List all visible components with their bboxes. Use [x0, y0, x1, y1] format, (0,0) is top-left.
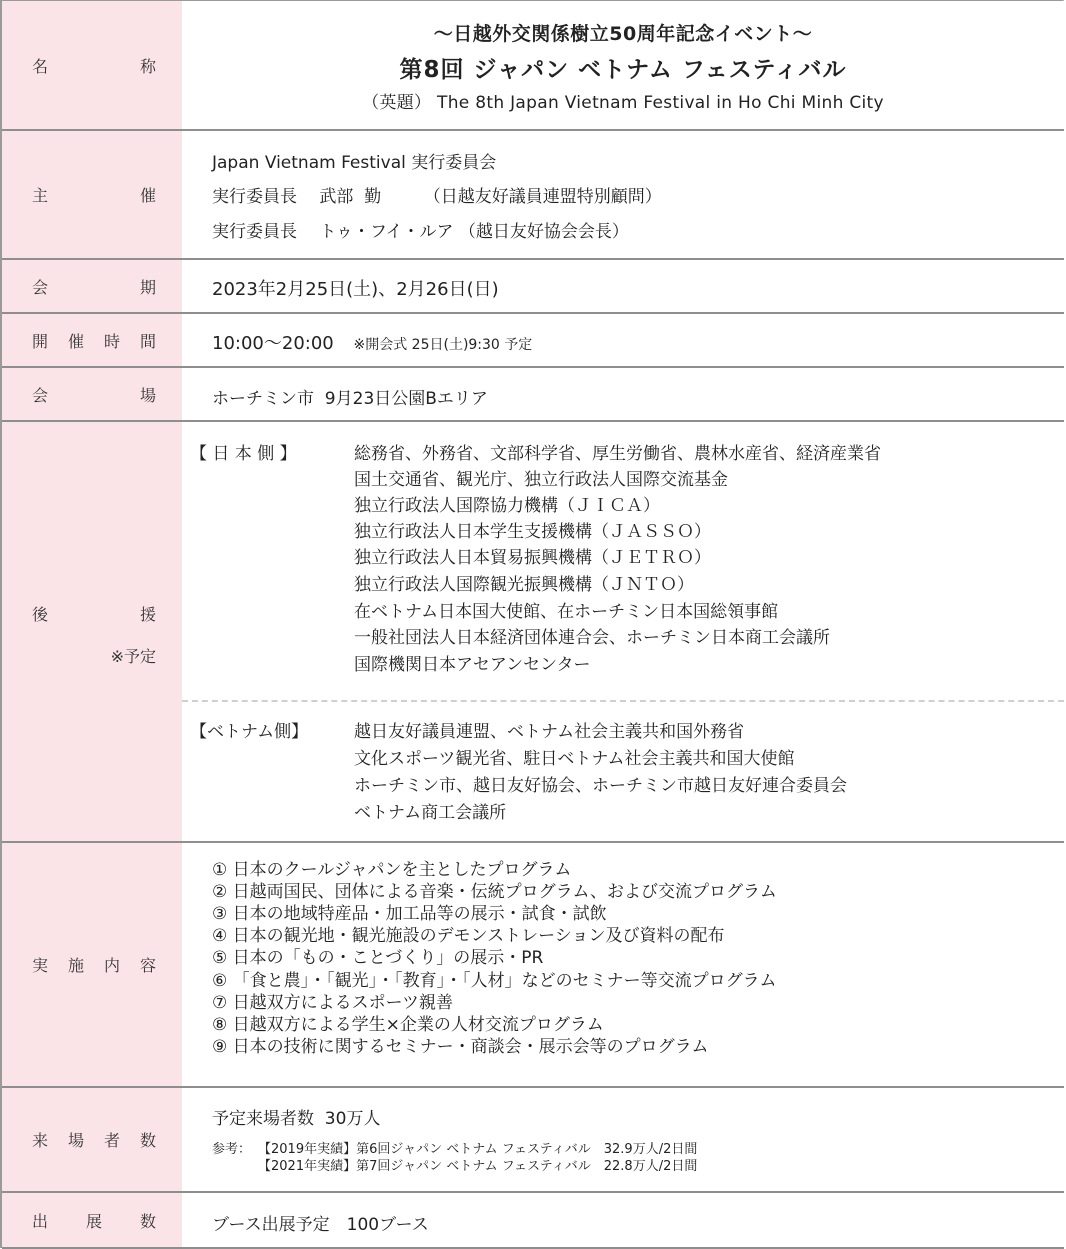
- list-item: 国土交通省、観光庁、独立行政法人国際交流基金: [354, 470, 728, 490]
- name-content: [182, 1, 1064, 129]
- label-booths: [2, 1193, 182, 1247]
- list-item: 在ベトナム日本国大使館、在ホーチミン日本国総領事館: [354, 602, 779, 622]
- label-char: 主: [32, 186, 49, 205]
- label-char: 場: [67, 1131, 84, 1150]
- reference-2019: 【2019年実績】第6回ジャパン ベトナム フェスティバル 32.9万人/2日間: [258, 1142, 698, 1157]
- label-program-content: [2, 843, 182, 1086]
- row-hours: [2, 314, 1064, 368]
- program-item: ② 日越両国民、団体による音楽・伝統プログラム、および交流プログラム: [212, 882, 777, 902]
- program-item: ⑧ 日越双方による学生×企業の人材交流プログラム: [212, 1015, 604, 1035]
- label-name: [2, 1, 182, 129]
- period-content: [182, 260, 1064, 312]
- program-content: [182, 843, 1064, 1086]
- label-char: 会: [32, 385, 49, 405]
- expected-visitors: 予定来場者数 30万人: [212, 1109, 381, 1129]
- label-char: 催: [139, 186, 156, 205]
- program-item: ④ 日本の観光地・観光施設のデモンストレーション及び資料の配布: [212, 926, 725, 946]
- event-title: 第8回 ジャパン ベトナム フェスティバル: [399, 57, 847, 83]
- program-item: ⑥ 「食と農」・「観光」・「教育」・「人材」などのセミナー等交流プログラム: [212, 971, 777, 991]
- list-item: ベトナム商工会議所: [354, 803, 507, 823]
- organizer-committee: Japan Vietnam Festival 実行委員会: [212, 153, 497, 173]
- program-item: ① 日本のクールジャパンを主としたプログラム: [212, 860, 572, 880]
- reference-2021: 【2021年実績】第7回ジャパン ベトナム フェスティバル 22.8万人/2日間: [258, 1159, 698, 1174]
- label-char: 出: [32, 1211, 49, 1231]
- label-organizer: [2, 131, 182, 258]
- event-subtitle: ～日越外交関係樹立50周年記念イベント～: [433, 23, 813, 45]
- label-char: 数: [139, 1131, 156, 1150]
- program-item: ⑤ 日本の「もの・ことづくり」の展示・PR: [212, 948, 544, 968]
- row-visitors: [2, 1088, 1064, 1193]
- organizer-chair-japan: 実行委員長 武部 勤 （日越友好議員連盟特別顧問）: [212, 187, 662, 207]
- label-char: 催: [67, 331, 84, 351]
- program-item: ⑦ 日越双方によるスポーツ親善: [212, 993, 453, 1013]
- label-char: 内: [103, 956, 120, 975]
- row-venue: [2, 368, 1064, 422]
- row-booths: [2, 1193, 1064, 1249]
- label-char: 会: [32, 277, 49, 297]
- list-item: 独立行政法人国際観光振興機構（ＪＮＴＯ）: [354, 575, 694, 595]
- list-item: ホーチミン市、越日友好協会、ホーチミン市越日友好連合委員会: [354, 776, 847, 796]
- label-hours: [2, 314, 182, 366]
- hours-value: 10:00～20:00: [212, 333, 334, 354]
- period-value: 2023年2月25日(土)、2月26日(日): [212, 279, 499, 300]
- label-visitors: [2, 1088, 182, 1191]
- label-char: 名: [32, 56, 49, 76]
- booths-content: [182, 1193, 1064, 1247]
- organizer-chair-vietnam: 実行委員長 トゥ・フイ・ルア （越日友好協会会長）: [212, 222, 629, 242]
- label-char: 時: [103, 331, 120, 351]
- list-item: 独立行政法人日本学生支援機構（ＪＡＳＳＯ）: [354, 522, 711, 542]
- row-program-content: [2, 843, 1064, 1088]
- list-item: 独立行政法人日本貿易振興機構（ＪＥＴＲＯ）: [354, 548, 711, 568]
- label-char: 開: [32, 331, 49, 351]
- hours-line: [212, 329, 532, 355]
- label-char: 実: [32, 956, 49, 975]
- reference-prefix: 参考：: [212, 1142, 252, 1157]
- label-venue: [2, 368, 182, 420]
- label-char: 施: [67, 956, 84, 975]
- row-organizer: [2, 131, 1064, 260]
- row-support: [2, 422, 1064, 843]
- support-tentative-note: ※予定: [110, 647, 156, 666]
- list-item: 国際機関日本アセアンセンター: [354, 655, 591, 675]
- label-char: 場: [139, 385, 156, 405]
- label-char: 援: [139, 605, 156, 624]
- label-support: [2, 422, 182, 841]
- support-divider: [182, 700, 1064, 702]
- program-item: ⑨ 日本の技術に関するセミナー・商談会・展示会等のプログラム: [212, 1037, 709, 1057]
- list-item: 越日友好議員連盟、ベトナム社会主義共和国外務省: [354, 722, 745, 742]
- support-content: [182, 422, 1064, 841]
- venue-content: [182, 368, 1064, 420]
- organizer-content: [182, 131, 1064, 258]
- label-char: 者: [103, 1131, 120, 1150]
- label-period: [2, 260, 182, 312]
- label-char: 称: [139, 56, 156, 76]
- event-english-title: （英題） The 8th Japan Vietnam Festival in Ho Chi Minh City: [362, 93, 884, 113]
- row-period: [2, 260, 1064, 314]
- label-char: 期: [139, 277, 156, 297]
- venue-value: ホーチミン市 9月23日公園Bエリア: [212, 389, 488, 409]
- label-char: 間: [139, 331, 156, 351]
- program-item: ③ 日本の地域特産品・加工品等の展示・試食・試飲: [212, 904, 607, 924]
- label-char: 数: [139, 1211, 156, 1231]
- visitors-content: [182, 1088, 1064, 1191]
- opening-ceremony-note: ※開会式 25日(土)9:30 予定: [353, 337, 533, 353]
- list-item: 一般社団法人日本経済団体連合会、ホーチミン日本商工会議所: [354, 628, 830, 648]
- label-char: 後: [32, 605, 49, 624]
- label-char: 展: [85, 1211, 102, 1231]
- japan-side-tag: 【 日 本 側 】: [190, 444, 297, 464]
- vietnam-side-tag: 【ベトナム側】: [190, 722, 309, 742]
- hours-content: [182, 314, 1064, 366]
- booths-value: ブース出展予定 100ブース: [212, 1215, 429, 1235]
- list-item: 独立行政法人国際協力機構（ＪＩＣＡ）: [354, 496, 660, 516]
- label-char: 来: [32, 1131, 49, 1150]
- label-char: 容: [139, 956, 156, 975]
- list-item: 文化スポーツ観光省、駐日ベトナム社会主義共和国大使館: [354, 749, 795, 769]
- row-name: [2, 1, 1064, 131]
- list-item: 総務省、外務省、文部科学省、厚生労働省、農林水産省、経済産業省: [354, 444, 881, 464]
